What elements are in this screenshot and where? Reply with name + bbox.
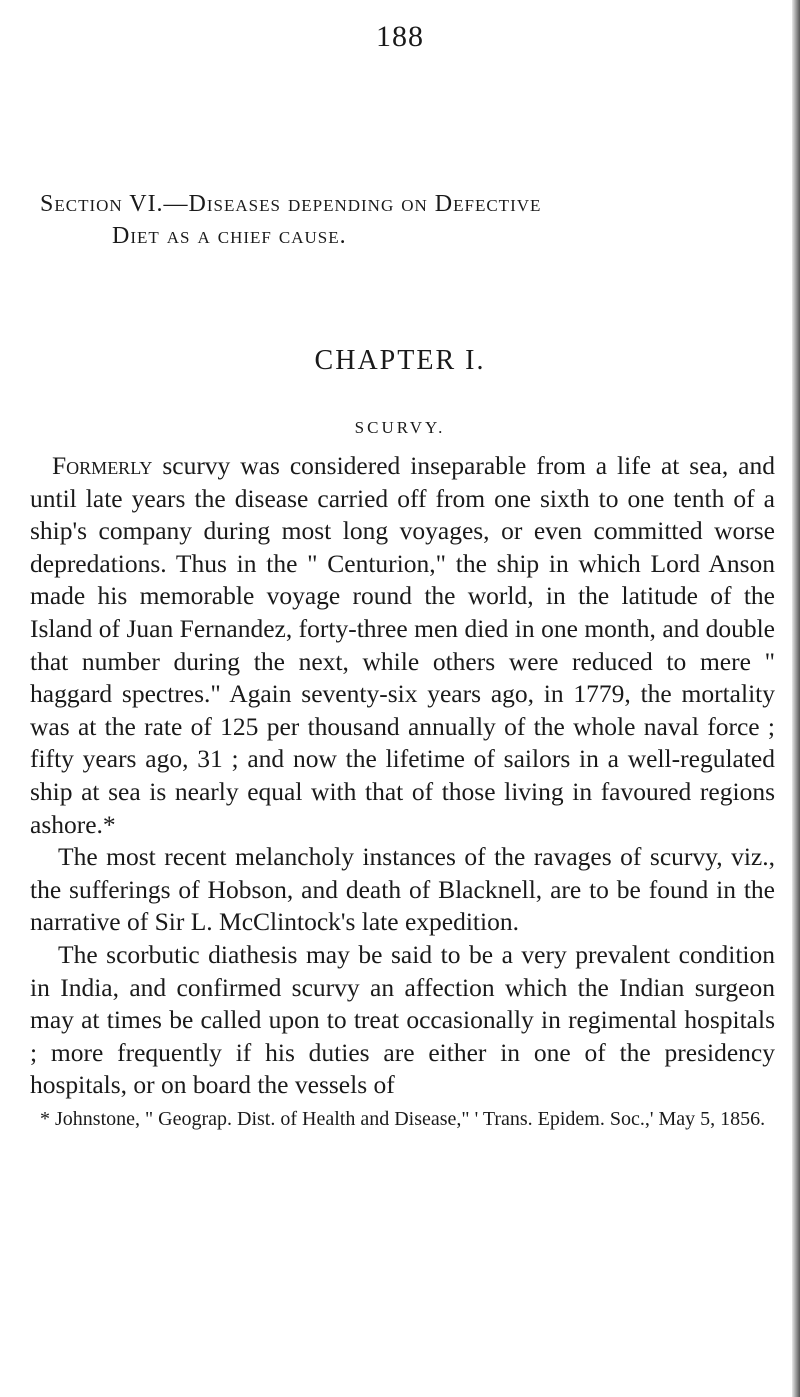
paragraph: The most recent melancholy instances of the ravages of scurvy, viz., the sufferings of Hobson, and death of Blacknell, are to be found in the narrative of Sir L. McClintock's late expedition. [30, 842, 775, 937]
section-heading [40, 188, 780, 252]
body-text [30, 450, 775, 1102]
footnote: * Johnstone, " Geograp. Dist. of Health and Disease," ' Trans. Epidem. Soc.,' May 5, 1856. [40, 1108, 766, 1130]
section-heading-line1: Section VI.—Diseases depending on Defective [40, 191, 542, 217]
chapter-subtitle: SCURVY. [354, 418, 446, 437]
chapter-title: CHAPTER I. [314, 345, 486, 376]
paragraph [30, 450, 775, 841]
section-heading-line2: Diet as a chief cause. [112, 223, 347, 249]
paragraph: The scorbutic diathesis may be said to be a very prevalent condition in India, and confirmed scurvy an affection which the Indian surgeon may at times be called upon to treat occasionally in regimental hospitals ; more frequently if his duties are either in one of the presidency hospitals, or on board the vessels of [30, 939, 775, 1100]
page-number: 188 [376, 20, 424, 53]
paragraph-lead-word: Formerly [52, 451, 153, 480]
paragraph-text: scurvy was considered inseparable from a life at sea, and until late years the disease carried off from one sixth to one tenth of a ship's company during most long voyages, or even committed worse depredations. Thus in the " Centurion," the ship in which Lord Anson made his memorable voyage round the world, in the latitude of the Island of Juan Fernandez, forty-three men died in one month, and double that number during the next, while others were reduced to mere " haggard spectres." Again seventy-six years ago, in 1779, the mortality was at the rate of 125 per thousand annually of the whole naval force ; fifty years ago, 31 ; and now the lifetime of sailors in a well-regulated ship at sea is nearly equal with that of those living in favoured regions ashore.* [30, 451, 775, 839]
page-edge-shadow [792, 0, 800, 1397]
